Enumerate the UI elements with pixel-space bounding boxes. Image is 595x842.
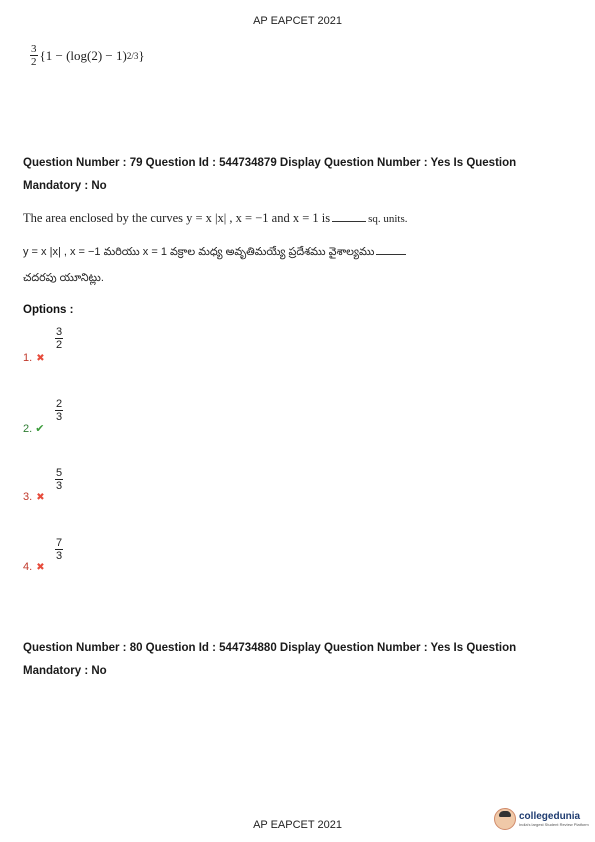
wrong-mark-icon: ✖ [36,562,45,573]
question-text-part-a: The area enclosed by the curves y = x |x| , x = −1 and x = 1 is [23,211,331,225]
option-2-value [55,398,63,423]
logo-tagline: India's largest Student Review Platform [519,822,589,827]
option-1-numerator: 3 [56,326,63,338]
question-79-heading [23,152,573,198]
question-80-heading-line2: Mandatory : No [23,665,107,677]
option-1-value [55,326,63,351]
option-1-denominator: 2 [56,339,63,352]
option-4[interactable] [23,561,45,573]
collegedunia-logo [494,808,589,830]
previous-answer-fraction [30,43,38,68]
correct-check-icon: ✔ [35,423,45,435]
telugu-text-part-a: y = x |x| , x = −1 మరియు x = 1 వక్రాల మధ్య అవృతిమయ్యే ప్రదేశము వైశాల్యము [23,246,375,258]
telugu-answer-blank [376,245,406,255]
option-3-numerator: 5 [56,467,63,479]
option-1-number: 1. [23,352,33,364]
question-79-english-text [23,211,408,226]
option-2-numerator: 2 [56,398,63,410]
option-4-number: 4. [23,561,33,573]
option-3[interactable] [23,491,45,503]
expression-exponent: 2/3 [126,50,139,61]
fraction-numerator: 3 [31,43,37,55]
question-79-heading-line2: Mandatory : No [23,180,107,192]
option-4-denominator: 3 [56,550,63,563]
mascot-avatar-icon [494,808,516,830]
logo-name: collegedunia [519,811,581,822]
expression-body: {1 − (log(2) − 1) [39,47,127,63]
question-text-part-b: sq. units. [368,213,408,225]
fraction-denominator: 2 [31,56,37,69]
question-79-telugu-line1 [23,245,408,261]
option-3-number: 3. [23,491,33,503]
previous-answer-expression [30,43,145,68]
option-4-value [55,537,63,562]
option-2-denominator: 3 [56,411,63,424]
option-2[interactable] [23,422,44,435]
question-80-heading-line1: Question Number : 80 Question Id : 544734880 Display Question Number : Yes Is Question [23,642,517,654]
page-header: AP EAPCET 2021 [253,15,342,27]
question-79-telugu-line2: చదరపు యూనిట్లు. [23,272,104,284]
question-79-heading-line1: Question Number : 79 Question Id : 544734879 Display Question Number : Yes Is Question [23,157,517,169]
option-4-numerator: 7 [56,537,63,549]
page-footer: AP EAPCET 2021 [253,819,342,831]
options-label: Options : [23,304,74,316]
option-2-number: 2. [23,423,33,435]
wrong-mark-icon: ✖ [36,353,45,364]
wrong-mark-icon: ✖ [36,492,45,503]
option-1[interactable] [23,352,45,364]
answer-blank [332,212,366,222]
logo-text [519,811,589,827]
expression-close: } [138,47,145,63]
option-3-value [55,467,63,492]
option-3-denominator: 3 [56,480,63,493]
question-80-heading [23,637,573,683]
